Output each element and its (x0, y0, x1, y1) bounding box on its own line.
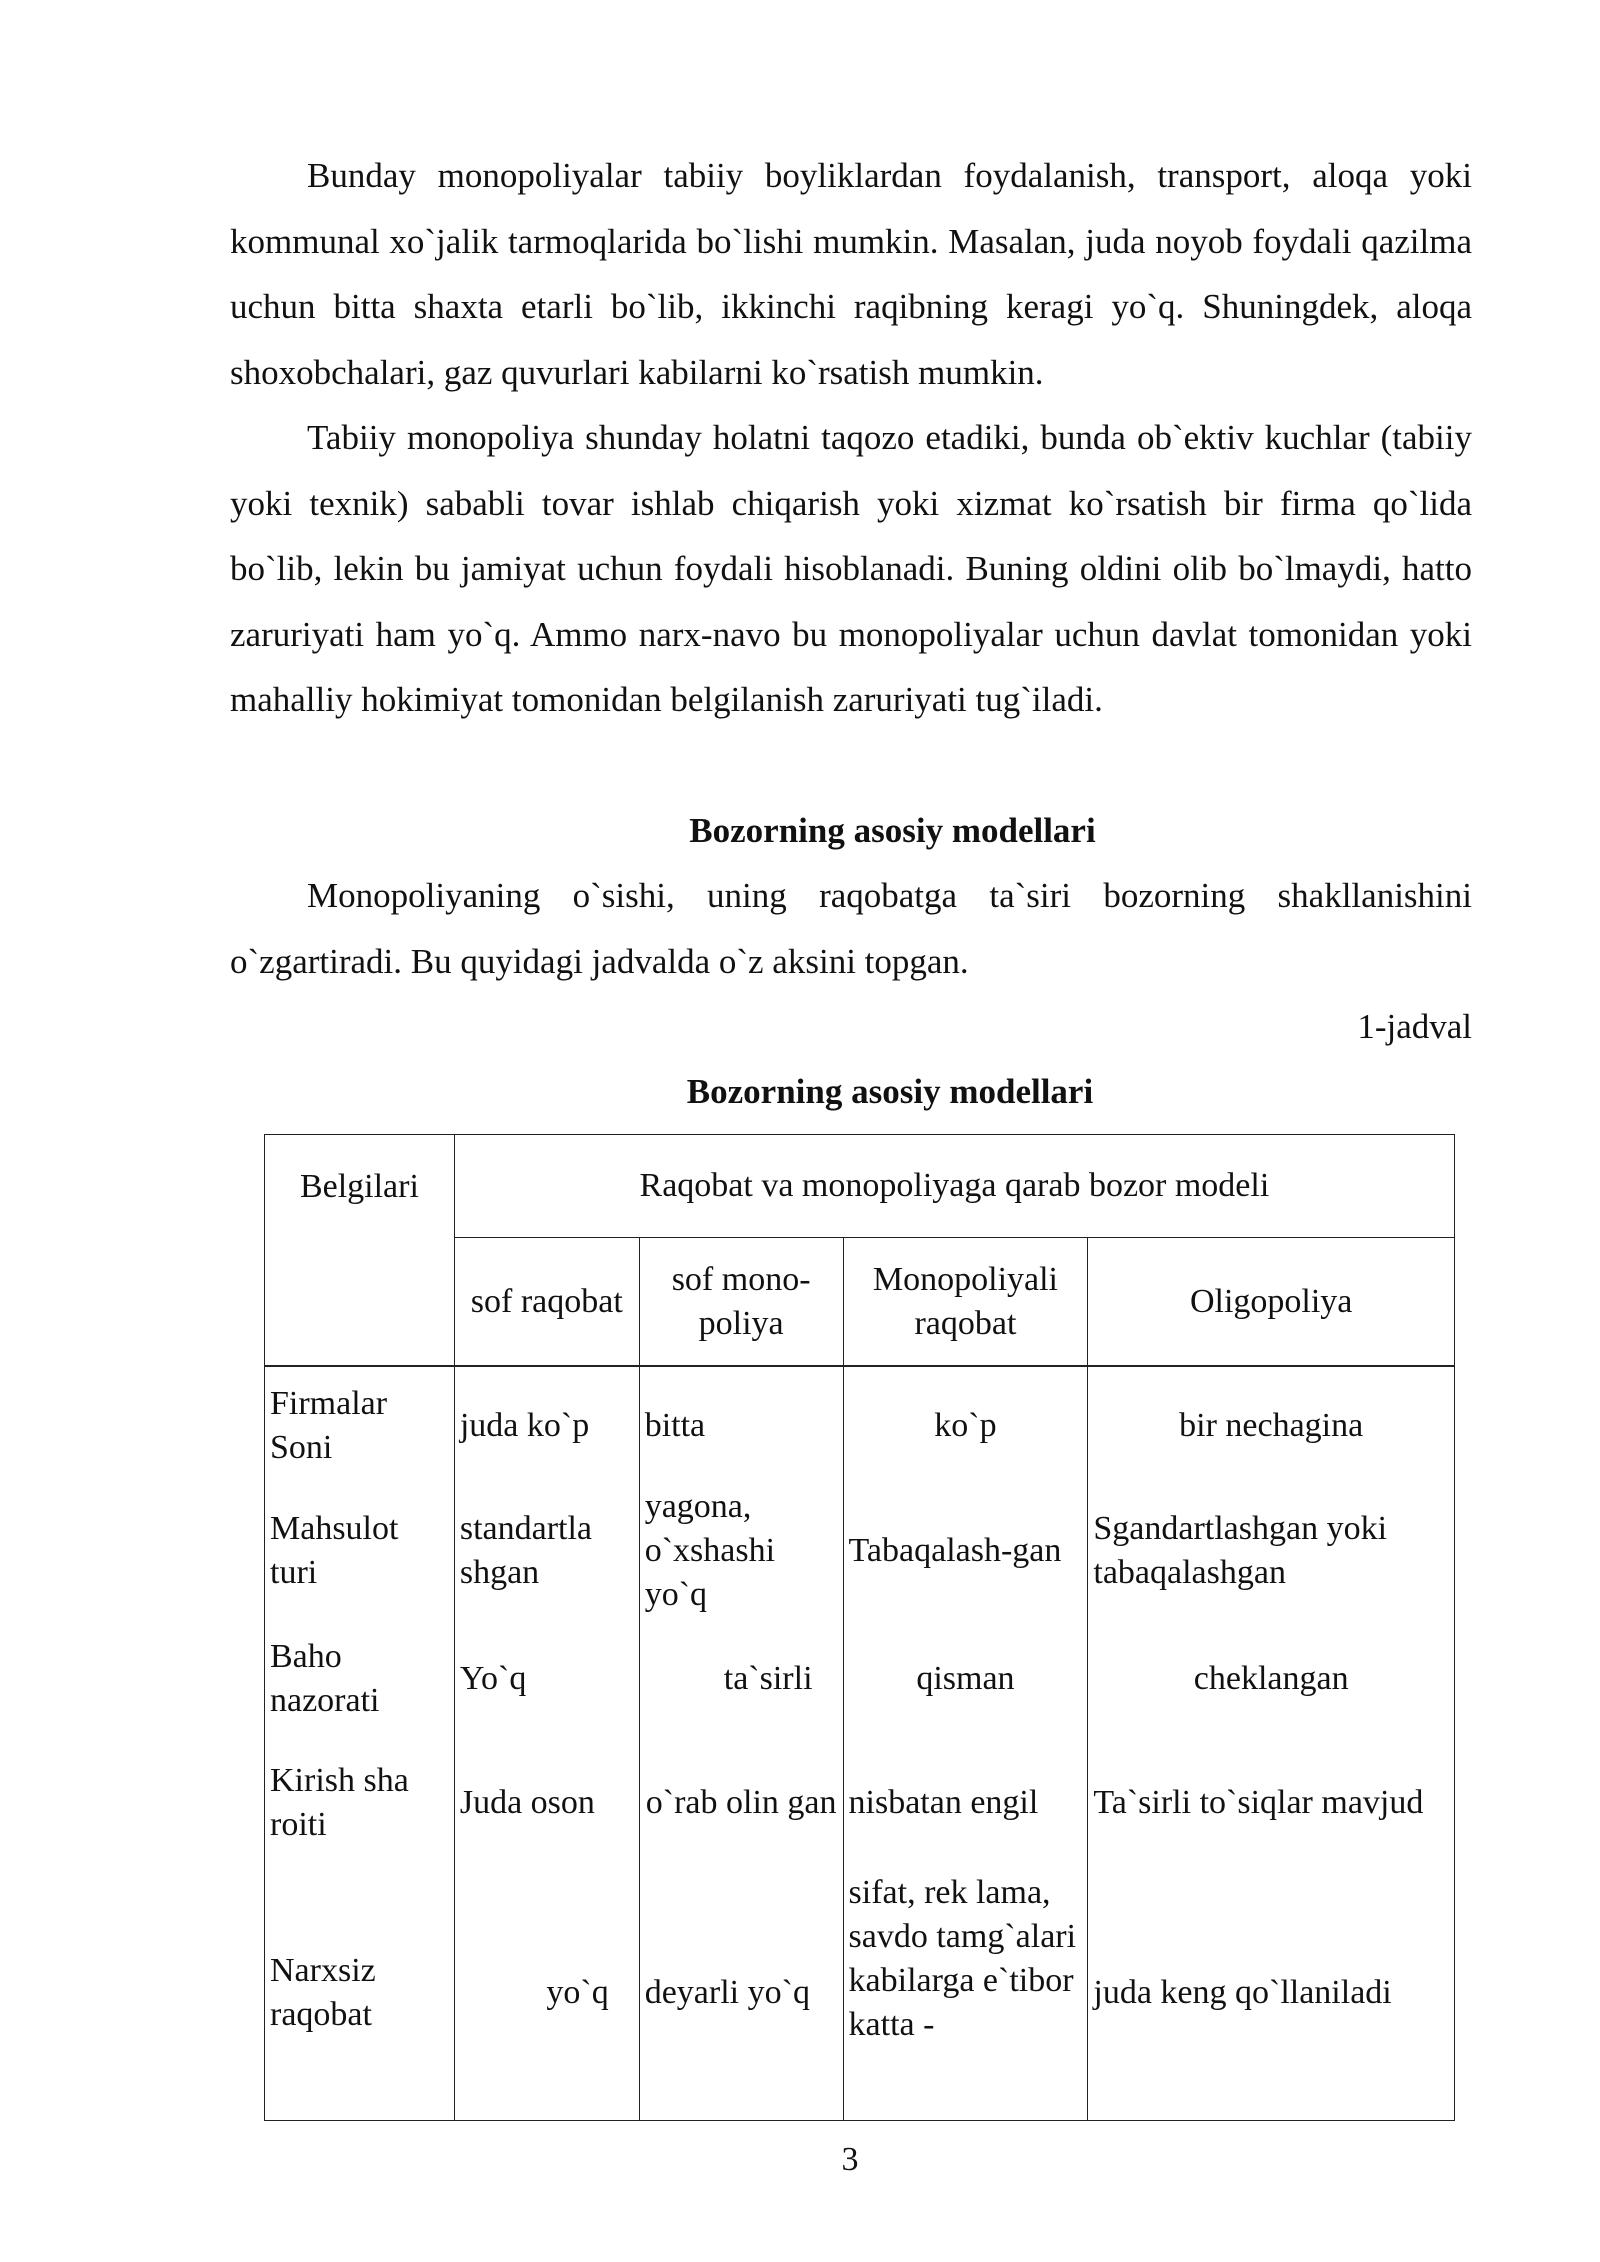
table-cell: sifat, rek lama, savdo tamg`alari kabilarga e`tibor katta - (843, 1865, 1088, 2121)
table-row (265, 1865, 1455, 2121)
table-cell: bitta (639, 1366, 843, 1485)
section-heading: Bozorning asosiy modellari (689, 811, 1096, 850)
row-label: Narxsiz raqobat (265, 1865, 455, 2121)
table-cell: Ta`sirli to`siqlar mavjud (1088, 1741, 1455, 1865)
table-header-row (265, 1135, 1455, 1238)
table-cell: ta`sirli (639, 1617, 843, 1741)
table-cell: standartla shgan (454, 1485, 639, 1617)
table-cell: cheklangan (1088, 1617, 1455, 1741)
table-cell: juda ko`p (454, 1366, 639, 1485)
table-cell: ko`p (843, 1366, 1088, 1485)
header-corner-cell: Belgilari (265, 1135, 455, 1367)
table-cell: Yo`q (454, 1617, 639, 1741)
market-models-table (264, 1134, 1455, 2121)
column-header: Monopoliyali raqobat (843, 1238, 1088, 1367)
table-cell: yagona, o`xshashi yo`q (639, 1485, 843, 1617)
table-row (265, 1741, 1455, 1865)
row-label: Mahsulot turi (265, 1485, 455, 1617)
table-title: Bozorning asosiy modellari (686, 1072, 1094, 1111)
table-cell: nisbatan engil (843, 1741, 1088, 1865)
row-label: Baho nazorati (265, 1617, 455, 1741)
paragraph-table-intro: Monopoliyaning o`sishi, uning raqobatga ta`siri bozorning shakllanishini o`zgartiradi. Bu quyidagi jadvalda o`z aksini topgan. (230, 876, 1472, 981)
column-header: Oligopoliya (1088, 1238, 1455, 1367)
paragraph-natural-monopoly-definition: Tabiiy monopoliya shunday holatni taqozo etadiki, bunda ob`ektiv kuchlar (tabiiy yoki texnik) sababli tovar ishlab chiqarish yoki xizmat ko`rsatish bir firma qo`lida bo`lib, lekin bu jamiyat uchun foydali hisoblanadi. Buning oldini olib bo`lmaydi, hatto zaruriyati ham yo`q. Ammo narx-navo bu monopoliyalar uchun davlat tomonidan yoki mahalliy hokimiyat tomonidan belgilanish zaruriyati tug`iladi. (230, 418, 1472, 719)
table-row (265, 1617, 1455, 1741)
table-number: 1-jadval (1357, 1007, 1472, 1046)
row-label: Kirish sha roiti (265, 1741, 455, 1865)
paragraph-natural-monopoly-examples: Bunday monopoliyalar tabiiy boyliklardan foydalanish, transport, aloqa yoki kommunal xo`jalik tarmoqlarida bo`lishi mumkin. Masalan, juda noyob foydali qazilma uchun bitta shaxta etarli bo`lib, ikkinchi raqibning keragi yo`q. Shuningdek, aloqa shoxobchalari, gaz quvurlari kabilarni ko`rsatish mumkin. (230, 156, 1472, 392)
table-row (265, 1485, 1455, 1617)
table-cell: Juda oson (454, 1741, 639, 1865)
table-cell: bir nechagina (1088, 1366, 1455, 1485)
table-cell: yo`q (454, 1865, 639, 2121)
table-cell: Tabaqalash-gan (843, 1485, 1088, 1617)
row-label: Firmalar Soni (265, 1366, 455, 1485)
table-row (265, 1366, 1455, 1485)
column-header: sof raqobat (454, 1238, 639, 1367)
column-header: sof mono-poliya (639, 1238, 843, 1367)
table-cell: qisman (843, 1617, 1088, 1741)
table-cell: Sgandartlashgan yoki tabaqalashgan (1088, 1485, 1455, 1617)
table-cell: deyarli yo`q (639, 1865, 843, 2121)
header-group-cell: Raqobat va monopoliyaga qarab bozor modeli (454, 1135, 1454, 1238)
page-number: 3 (841, 2141, 859, 2178)
table-cell: juda keng qo`llaniladi (1088, 1865, 1455, 2121)
table-cell: o`rab olin gan (639, 1741, 843, 1865)
